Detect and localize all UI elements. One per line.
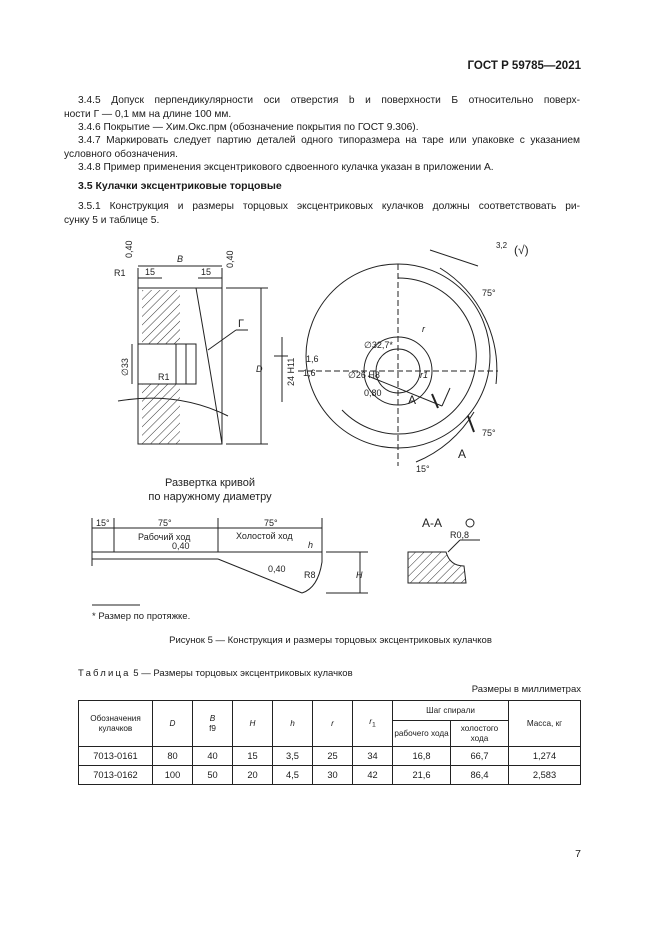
dim-0-40-right: 0,40 [225, 250, 235, 268]
cell-B: 40 [193, 747, 233, 766]
table-title [78, 668, 353, 679]
development-title-line2: по наружному диаметру [148, 491, 272, 503]
dev-dim-H: H [356, 570, 363, 580]
dim-15-right: 15 [201, 267, 212, 277]
header-h: h [273, 701, 313, 747]
section-mark-A-upper: A [408, 393, 417, 407]
paragraph-3-4-6: 3.4.6 Покрытие — Хим.Окс.прм (обозначение покрытия по ГОСТ 9.306). [78, 122, 419, 133]
cell-r: 25 [313, 747, 353, 766]
dim-r1: r1 [420, 370, 429, 380]
header-r1-subscript: 1 [371, 721, 376, 729]
figure-caption: Рисунок 5 — Конструкция и размеры торцовых эксцентриковых кулачков [169, 635, 492, 646]
dim-1-6-a: 1,6 [306, 354, 319, 364]
cell-D: 100 [153, 766, 193, 785]
figure-5-drawing [78, 236, 583, 631]
dim-15-left: 15 [145, 267, 156, 277]
development-title-line1: Развертка кривой [164, 477, 256, 489]
section-mark-A-lower: A [458, 447, 467, 461]
figure-footnote: * Размер по протяжке. [92, 611, 191, 622]
section-dim-r0-8: R0,8 [450, 530, 470, 540]
cell-designation: 7013-0161 [79, 747, 153, 766]
header-r: r [313, 701, 353, 747]
cell-H: 20 [233, 766, 273, 785]
cell-idle: 86,4 [451, 766, 509, 785]
paragraph-3-4-7-line2: условного обозначения. [64, 149, 178, 160]
dev-dim-R8: R8 [304, 570, 316, 580]
dev-dim-75-a: 75° [158, 518, 172, 528]
dim-d26-h8: ∅26 H8 [348, 370, 380, 380]
paragraph-3-5-1-line2: сунку 5 и таблице 5. [64, 215, 160, 226]
header-mass: Масса, кг [509, 701, 581, 747]
working-stroke-label: Рабочий ход [138, 532, 191, 542]
section-a-a-profile [408, 552, 466, 583]
header-designation: Обозначения кулачков [79, 701, 153, 747]
dim-15-bottom: 15° [416, 464, 430, 474]
cell-r: 30 [313, 766, 353, 785]
dim-75-top: 75° [482, 288, 496, 298]
table-row [79, 747, 581, 766]
paragraph-3-4-8: 3.4.8 Пример применения эксцентрикового сдвоенного кулачка указан в приложении А. [78, 162, 494, 173]
dim-r: r [422, 324, 425, 334]
cell-D: 80 [153, 747, 193, 766]
cell-H: 15 [233, 747, 273, 766]
dim-R1-top: R1 [114, 268, 126, 278]
cam-spiral-track [342, 278, 476, 434]
dev-dim-75-b: 75° [264, 518, 278, 528]
dev-dim-15: 15° [96, 518, 110, 528]
cell-r1: 42 [353, 766, 393, 785]
dev-dim-h: h [308, 540, 314, 550]
document-number: ГОСТ Р 59785—2021 [467, 60, 581, 72]
header-B-letter: B [209, 713, 216, 723]
table-units: Размеры в миллиметрах [471, 684, 581, 695]
cell-working: 16,8 [393, 747, 451, 766]
dim-B: B [177, 254, 184, 264]
cell-designation: 7013-0162 [79, 766, 153, 785]
dim-24-h11: 24 H11 [286, 357, 296, 386]
paragraph-3-4-5-line1: 3.4.5 Допуск перпендикулярности оси отверстия b и поверхности Б относительно поверх- [78, 95, 580, 106]
dev-dim-0-40-b: 0,40 [268, 564, 286, 574]
section-title-3-5: 3.5 Кулачки эксцентриковые торцовые [78, 180, 282, 192]
table-title-rest: 5 — Размеры торцовых эксцентриковых кулачков [133, 668, 353, 679]
idle-stroke-label: Холостой ход [236, 531, 293, 541]
cell-h: 3,5 [273, 747, 313, 766]
header-H: H [233, 701, 273, 747]
cell-h: 4,5 [273, 766, 313, 785]
header-B [193, 701, 233, 747]
dim-0-40-top: 0,40 [124, 240, 134, 258]
dev-dim-0-40-a: 0,40 [172, 541, 190, 551]
header-r1-letter: r [369, 716, 372, 726]
cell-working: 21,6 [393, 766, 451, 785]
paragraph-3-5-1-line1: 3.5.1 Конструкция и размеры торцовых эксцентриковых кулачков должны соответствовать ри- [78, 201, 580, 212]
paragraph-3-4-5-line2: ности Г — 0,1 мм на длине 100 мм. [64, 109, 232, 120]
dim-0-80: 0,80 [364, 388, 382, 398]
page-number: 7 [575, 848, 581, 860]
cell-r1: 34 [353, 747, 393, 766]
table-title-prefix: Таблица [78, 668, 131, 679]
cell-B: 50 [193, 766, 233, 785]
header-D: D [153, 701, 193, 747]
dim-D: D [256, 364, 263, 374]
section-a-a-label: А-А [422, 516, 443, 530]
header-idle-stroke: холостого хода [451, 721, 509, 747]
paragraph-3-4-7-line1: 3.4.7 Маркировать следует партию деталей одного типоразмера на таре или упаковке с указанием [78, 135, 580, 146]
dim-75-bottom: 75° [482, 428, 496, 438]
dim-R1-mid: R1 [158, 372, 170, 382]
spec-table [78, 700, 581, 785]
dim-1-6-b: 1,6 [303, 368, 316, 378]
dim-d33: ∅33 [120, 358, 130, 376]
roughness-symbol: (√) [514, 243, 529, 257]
roughness-value: 3,2 [496, 241, 508, 250]
header-B-tolerance: f9 [209, 723, 216, 733]
cell-idle: 66,7 [451, 747, 509, 766]
surface-G-label: Г [238, 318, 244, 330]
cell-mass: 2,583 [509, 766, 581, 785]
header-working-stroke: рабочего хода [393, 721, 451, 747]
dim-d32-7: ∅32,7* [364, 340, 393, 350]
cell-mass: 1,274 [509, 747, 581, 766]
table-row [79, 766, 581, 785]
header-spiral-step: Шаг спирали [393, 701, 509, 721]
header-r1 [353, 701, 393, 747]
